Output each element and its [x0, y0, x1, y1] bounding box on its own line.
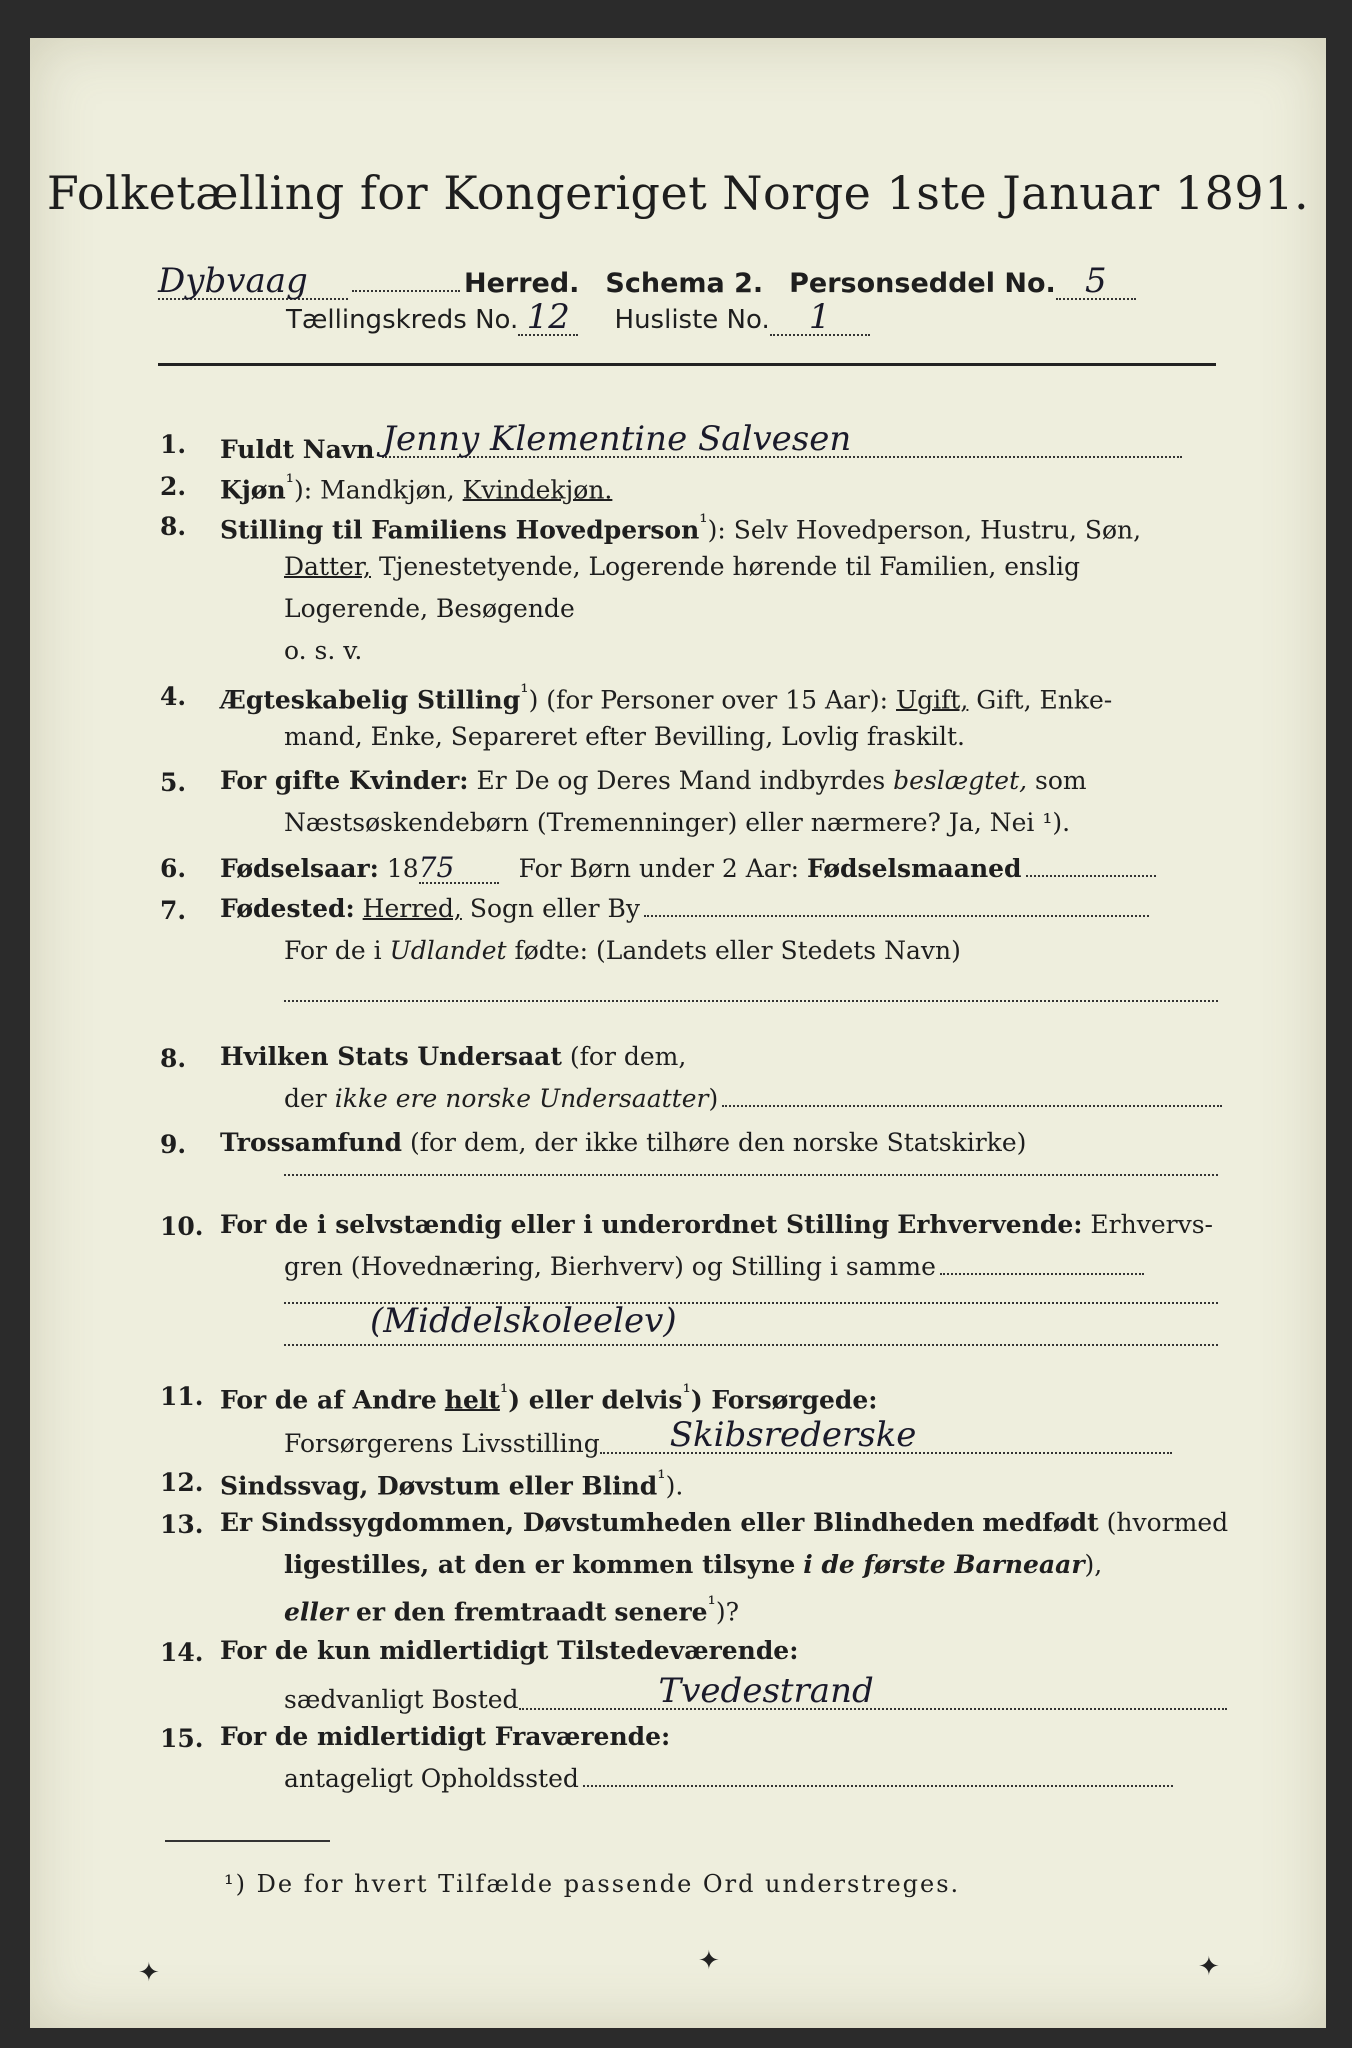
q14-text-b: sædvanligt Bosted	[284, 1685, 519, 1714]
q13-line-c	[284, 1592, 740, 1627]
q5-text-a3: som	[1035, 766, 1087, 795]
q11-line-b	[284, 1415, 1172, 1460]
personseddel-label: Personseddel No.	[789, 268, 1056, 299]
herred-label: Herred.	[464, 268, 580, 299]
q15-number: 15.	[160, 1724, 204, 1753]
q4-label: Ægteskabelig Stilling	[220, 685, 521, 715]
q5-label: For gifte Kvinder:	[220, 766, 469, 795]
q4-number: 4.	[160, 682, 187, 711]
q10-label: For de i selvstændig eller i underordnet Stilling	[220, 1210, 890, 1239]
q5-number: 5.	[160, 768, 187, 797]
q8-text-a: (for dem,	[569, 1042, 687, 1071]
q8-italic: ikke ere norske Undersaatter	[334, 1084, 709, 1113]
q1-number: 1.	[160, 430, 187, 459]
q13-italic-c: eller	[284, 1597, 348, 1627]
q3-label: Stilling til Familiens Hovedperson	[220, 515, 700, 545]
q2-number: 2.	[160, 472, 187, 501]
q1-label: Fuldt Navn	[220, 435, 375, 464]
q9-dotted-line	[284, 1174, 1218, 1176]
q4-text-a3: Gift, Enke-	[976, 685, 1113, 715]
q6-text: For Børn under 2 Aar:	[518, 854, 800, 883]
q5-italic: beslægtet,	[893, 766, 1028, 795]
q5-line-a	[220, 768, 1087, 793]
q14-value: Tvedestrand	[519, 1674, 1227, 1710]
q1-line	[220, 419, 1182, 466]
footnote-rule	[165, 1840, 330, 1842]
q11-sup-a: ¹	[499, 1380, 509, 1404]
q13-text-a3: (hvormed	[1106, 1508, 1229, 1537]
q7-text-a: Sogn eller By	[469, 894, 641, 923]
census-form	[30, 38, 1326, 2028]
q4-text-a: ) (for Personer over 15 Aar):	[528, 685, 889, 715]
q13-line-a	[220, 1510, 1228, 1535]
q10-text-b: gren (Hovednæring, Bierhverv) og Stilling i samme	[284, 1252, 936, 1281]
q13-sup: ¹	[707, 1592, 716, 1616]
q3-text-d: o. s. v.	[284, 636, 363, 665]
q13-text-b3: ),	[1084, 1550, 1103, 1579]
q15-text-b: antageligt Opholdssted	[284, 1764, 579, 1793]
q10-label-c: Erhvervs-	[1090, 1210, 1213, 1239]
herred-line	[158, 261, 1136, 301]
q15-label: For de midlertidigt Fraværende:	[220, 1722, 671, 1751]
q11-selected: helt	[444, 1385, 500, 1415]
q13-text-a2: medfødt	[982, 1508, 1099, 1537]
q14-number: 14.	[160, 1638, 204, 1667]
q8-label: Hvilken Stats Undersaat	[220, 1042, 562, 1071]
q12-number: 12.	[160, 1468, 204, 1497]
q7-line-a	[220, 896, 1153, 921]
q10-line-a	[220, 1212, 1213, 1237]
q11-line-a	[220, 1380, 878, 1415]
q12-line	[220, 1466, 684, 1501]
taellingskreds-line	[286, 297, 870, 337]
q6-prefix: 18	[386, 854, 419, 883]
q8-text-b3: )	[708, 1084, 719, 1113]
corner-mark-right: ✦	[1198, 1952, 1220, 1982]
q12-suffix: ).	[665, 1471, 684, 1501]
q6-line	[220, 851, 1160, 884]
q11-sup-b: ¹	[682, 1380, 691, 1404]
q7-label: Fødested:	[220, 894, 355, 923]
q10-value-line	[370, 1301, 677, 1341]
husliste-no: 1	[770, 300, 870, 336]
q13-italic-b: i de første Barneaar	[803, 1550, 1085, 1579]
q3-text-a: ): Selv Hovedperson, Hustru, Søn,	[707, 515, 1142, 545]
personseddel-no: 5	[1056, 264, 1136, 300]
q4-text-b: mand, Enke, Separeret efter Bevilling, Lovlig fraskilt.	[284, 722, 965, 751]
q3-selected: Datter,	[284, 552, 371, 581]
q14-label: For de kun midlertidigt Tilstedeværende:	[220, 1636, 799, 1665]
q4-sup: ¹	[520, 680, 529, 704]
q6-label: Fødselsaar:	[220, 854, 379, 883]
q9-number: 9.	[160, 1130, 187, 1159]
q4-line-a	[220, 680, 1113, 715]
q9-label: Trossamfund	[220, 1128, 403, 1157]
taellingskreds-no: 12	[518, 300, 578, 336]
q10-label-b: Erhvervende:	[897, 1210, 1083, 1239]
q2-sup: ¹	[285, 470, 294, 494]
q9-text: (for dem, der ikke tilhøre den norske Statskirke)	[409, 1128, 1027, 1157]
q2-text: ): Mandkjøn,	[293, 475, 455, 505]
q2-label: Kjøn	[220, 475, 286, 505]
q10-value: (Middelskoleelev)	[370, 1301, 677, 1341]
q3-text-c: Logerende, Besøgende	[284, 594, 575, 623]
q7-line-b	[284, 938, 961, 963]
q8-text-b1: der	[284, 1084, 327, 1113]
q7-text-b3: fødte: (Landets eller Stedets Navn)	[514, 936, 961, 965]
q7-number: 7.	[160, 896, 187, 925]
q5-text-b: Næstsøskendebørn (Tremenninger) eller nærmere? Ja, Nei ¹).	[284, 808, 1071, 837]
q9-line	[220, 1130, 1026, 1155]
q1-value: Jenny Klementine Salvesen	[382, 422, 1182, 458]
schema-label: Schema 2.	[605, 268, 764, 299]
q12-label: Sindssvag, Døvstum eller Blind	[220, 1471, 658, 1501]
q10-line-b	[284, 1254, 1148, 1279]
corner-mark-left: ✦	[138, 1958, 160, 1988]
q11-label-d: ) Forsørgede:	[690, 1385, 878, 1415]
q5-text-a: Er De og Deres Mand indbyrdes	[476, 766, 886, 795]
q6-number: 6.	[160, 854, 187, 883]
q3-line-b	[284, 554, 1080, 579]
q2-selected: Kvindekjøn.	[462, 475, 613, 505]
q13-text-a: Er Sindssygdommen, Døvstumheden eller Blindheden	[220, 1508, 975, 1537]
q14-line-b	[284, 1671, 1227, 1716]
q11-text-b: Forsørgerens Livsstilling	[284, 1429, 600, 1458]
q3-sup: ¹	[699, 510, 708, 534]
q13-text-c3: senere	[614, 1597, 708, 1627]
q8-line-b	[284, 1086, 1226, 1111]
q3-text-b: Tjenestetyende, Logerende hørende til Familien, enslig	[378, 552, 1081, 581]
q6-label-b: Fødselsmaaned	[807, 854, 1022, 883]
q3-number: 8.	[160, 512, 187, 541]
q14-line-a	[220, 1638, 798, 1663]
q8-line-a	[220, 1044, 686, 1069]
q10-number: 10.	[160, 1212, 204, 1241]
q7-text-b1: For de i	[284, 936, 382, 965]
q13-text-c: er den fremtraadt	[355, 1597, 607, 1627]
q10-dotted-line-b	[284, 1344, 1218, 1346]
q3-line-a	[220, 510, 1142, 545]
q13-text-b: ligestilles, at den er kommen tilsyne	[284, 1550, 796, 1579]
q12-sup: ¹	[657, 1466, 666, 1490]
footnote: ¹) De for hvert Tilfælde passende Ord understreges.	[224, 1870, 961, 1898]
q15-line-b	[284, 1766, 1177, 1791]
q8-number: 8.	[160, 1044, 187, 1073]
q7-italic: Udlandet	[389, 936, 507, 965]
corner-mark-center: ✦	[698, 1946, 720, 1976]
q11-value: Skibsrederske	[600, 1418, 1172, 1454]
q13-line-b	[284, 1552, 1102, 1577]
q4-selected: Ugift,	[896, 685, 969, 715]
q13-text-c4: )?	[715, 1597, 740, 1627]
header-rule	[158, 363, 1216, 366]
q7-selected: Herred,	[362, 894, 462, 923]
husliste-label: Husliste No.	[614, 305, 770, 335]
q11-number: 11.	[160, 1382, 204, 1411]
herred-name: Dybvaag	[158, 264, 348, 300]
taellingskreds-label: Tællingskreds No.	[286, 305, 519, 335]
q7-dotted-line	[284, 1000, 1218, 1002]
q11-label: For de af Andre	[220, 1385, 437, 1415]
q15-line-a	[220, 1724, 670, 1749]
q11-label-c: ) eller delvis	[508, 1385, 683, 1415]
q2-line	[220, 470, 613, 505]
form-title: Folketælling for Kongeriget Norge 1ste Januar 1891.	[46, 166, 1310, 220]
q13-number: 13.	[160, 1510, 204, 1539]
q6-value: 75	[419, 854, 499, 884]
